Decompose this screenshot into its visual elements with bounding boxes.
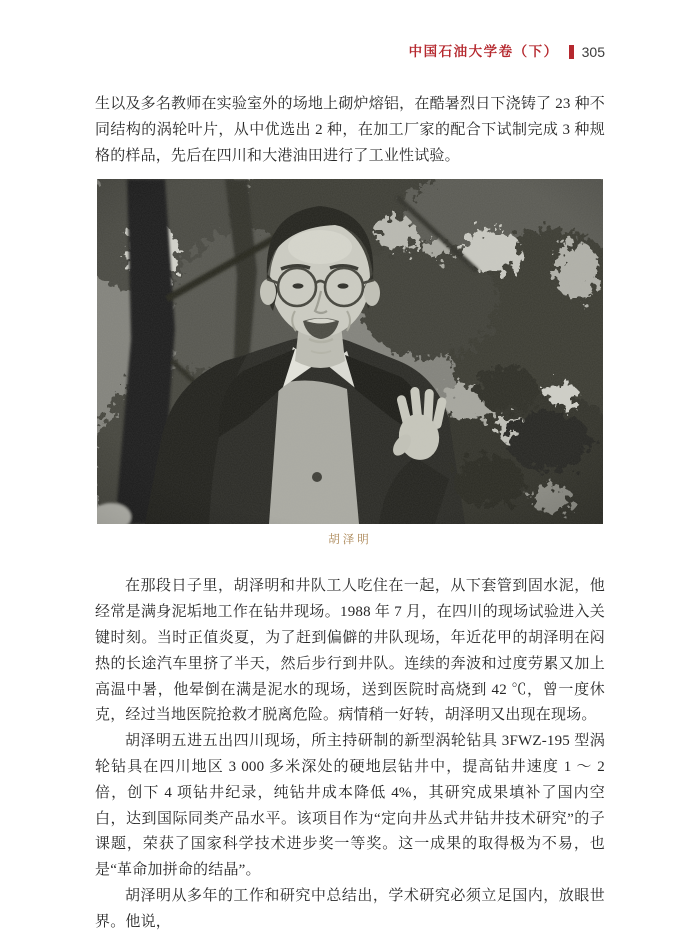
photo-caption: 胡泽明 <box>328 534 372 547</box>
portrait-photo <box>97 179 603 524</box>
text-column <box>95 92 605 936</box>
paragraph: 胡泽明从多年的工作和研究中总结出，学术研究必须立足国内，放眼世界。他说， <box>95 887 605 930</box>
paragraph-continuation: 生以及多名教师在实验室外的场地上砌炉熔铝，在酷暑烈日下浇铸了 23 种不同结构的涡轮叶片，从中优选出 2 种，在加工厂家的配合下试制完成 3 种规格的样品，先后在四川和大港油田进行了工业性试验。 <box>95 96 605 164</box>
page-number: 305 <box>581 44 605 60</box>
running-head-title: 中国石油大学卷（下） <box>408 44 559 59</box>
header-divider-bar <box>569 45 574 59</box>
photo-figure <box>97 179 603 548</box>
paragraph: 在那段日子里，胡泽明和井队工人吃住在一起，从下套管到固水泥，他经常是满身泥垢地工作在钻井现场。1988 年 7 月，在四川的现场试验进入关键时刻。当时正值炎夏，为了赶到偏僻的井队现场，年近花甲的胡泽明在闷热的长途汽车里挤了半天，然后步行到井队。连续的奔波和过度劳累又加上高温中暑，他晕倒在满是泥水的现场，送到医院时高烧到 42 ℃，曾一度休克，经过当地医院抢救才脱离危险。病情稍一好转，胡泽明又出现在现场。 <box>95 578 605 724</box>
paragraph: 胡泽明五进五出四川现场，所主持研制的新型涡轮钻具 3FWZ-195 型涡轮钻具在四川地区 3 000 多米深处的硬地层钻井中，提高钻井速度 1 ～ 2 倍，创下 4 项钻井纪录，纯钻井成本降低 4%，其研究成果填补了国内空白，达到国际同类产品水平。该项目作为“定向井丛式井钻井技术研究”的子课题，荣获了国家科学技术进步奖一等奖。这一成果的取得极为不易，也是“革命加拼命的结晶”。 <box>95 733 605 879</box>
running-head <box>409 44 605 60</box>
